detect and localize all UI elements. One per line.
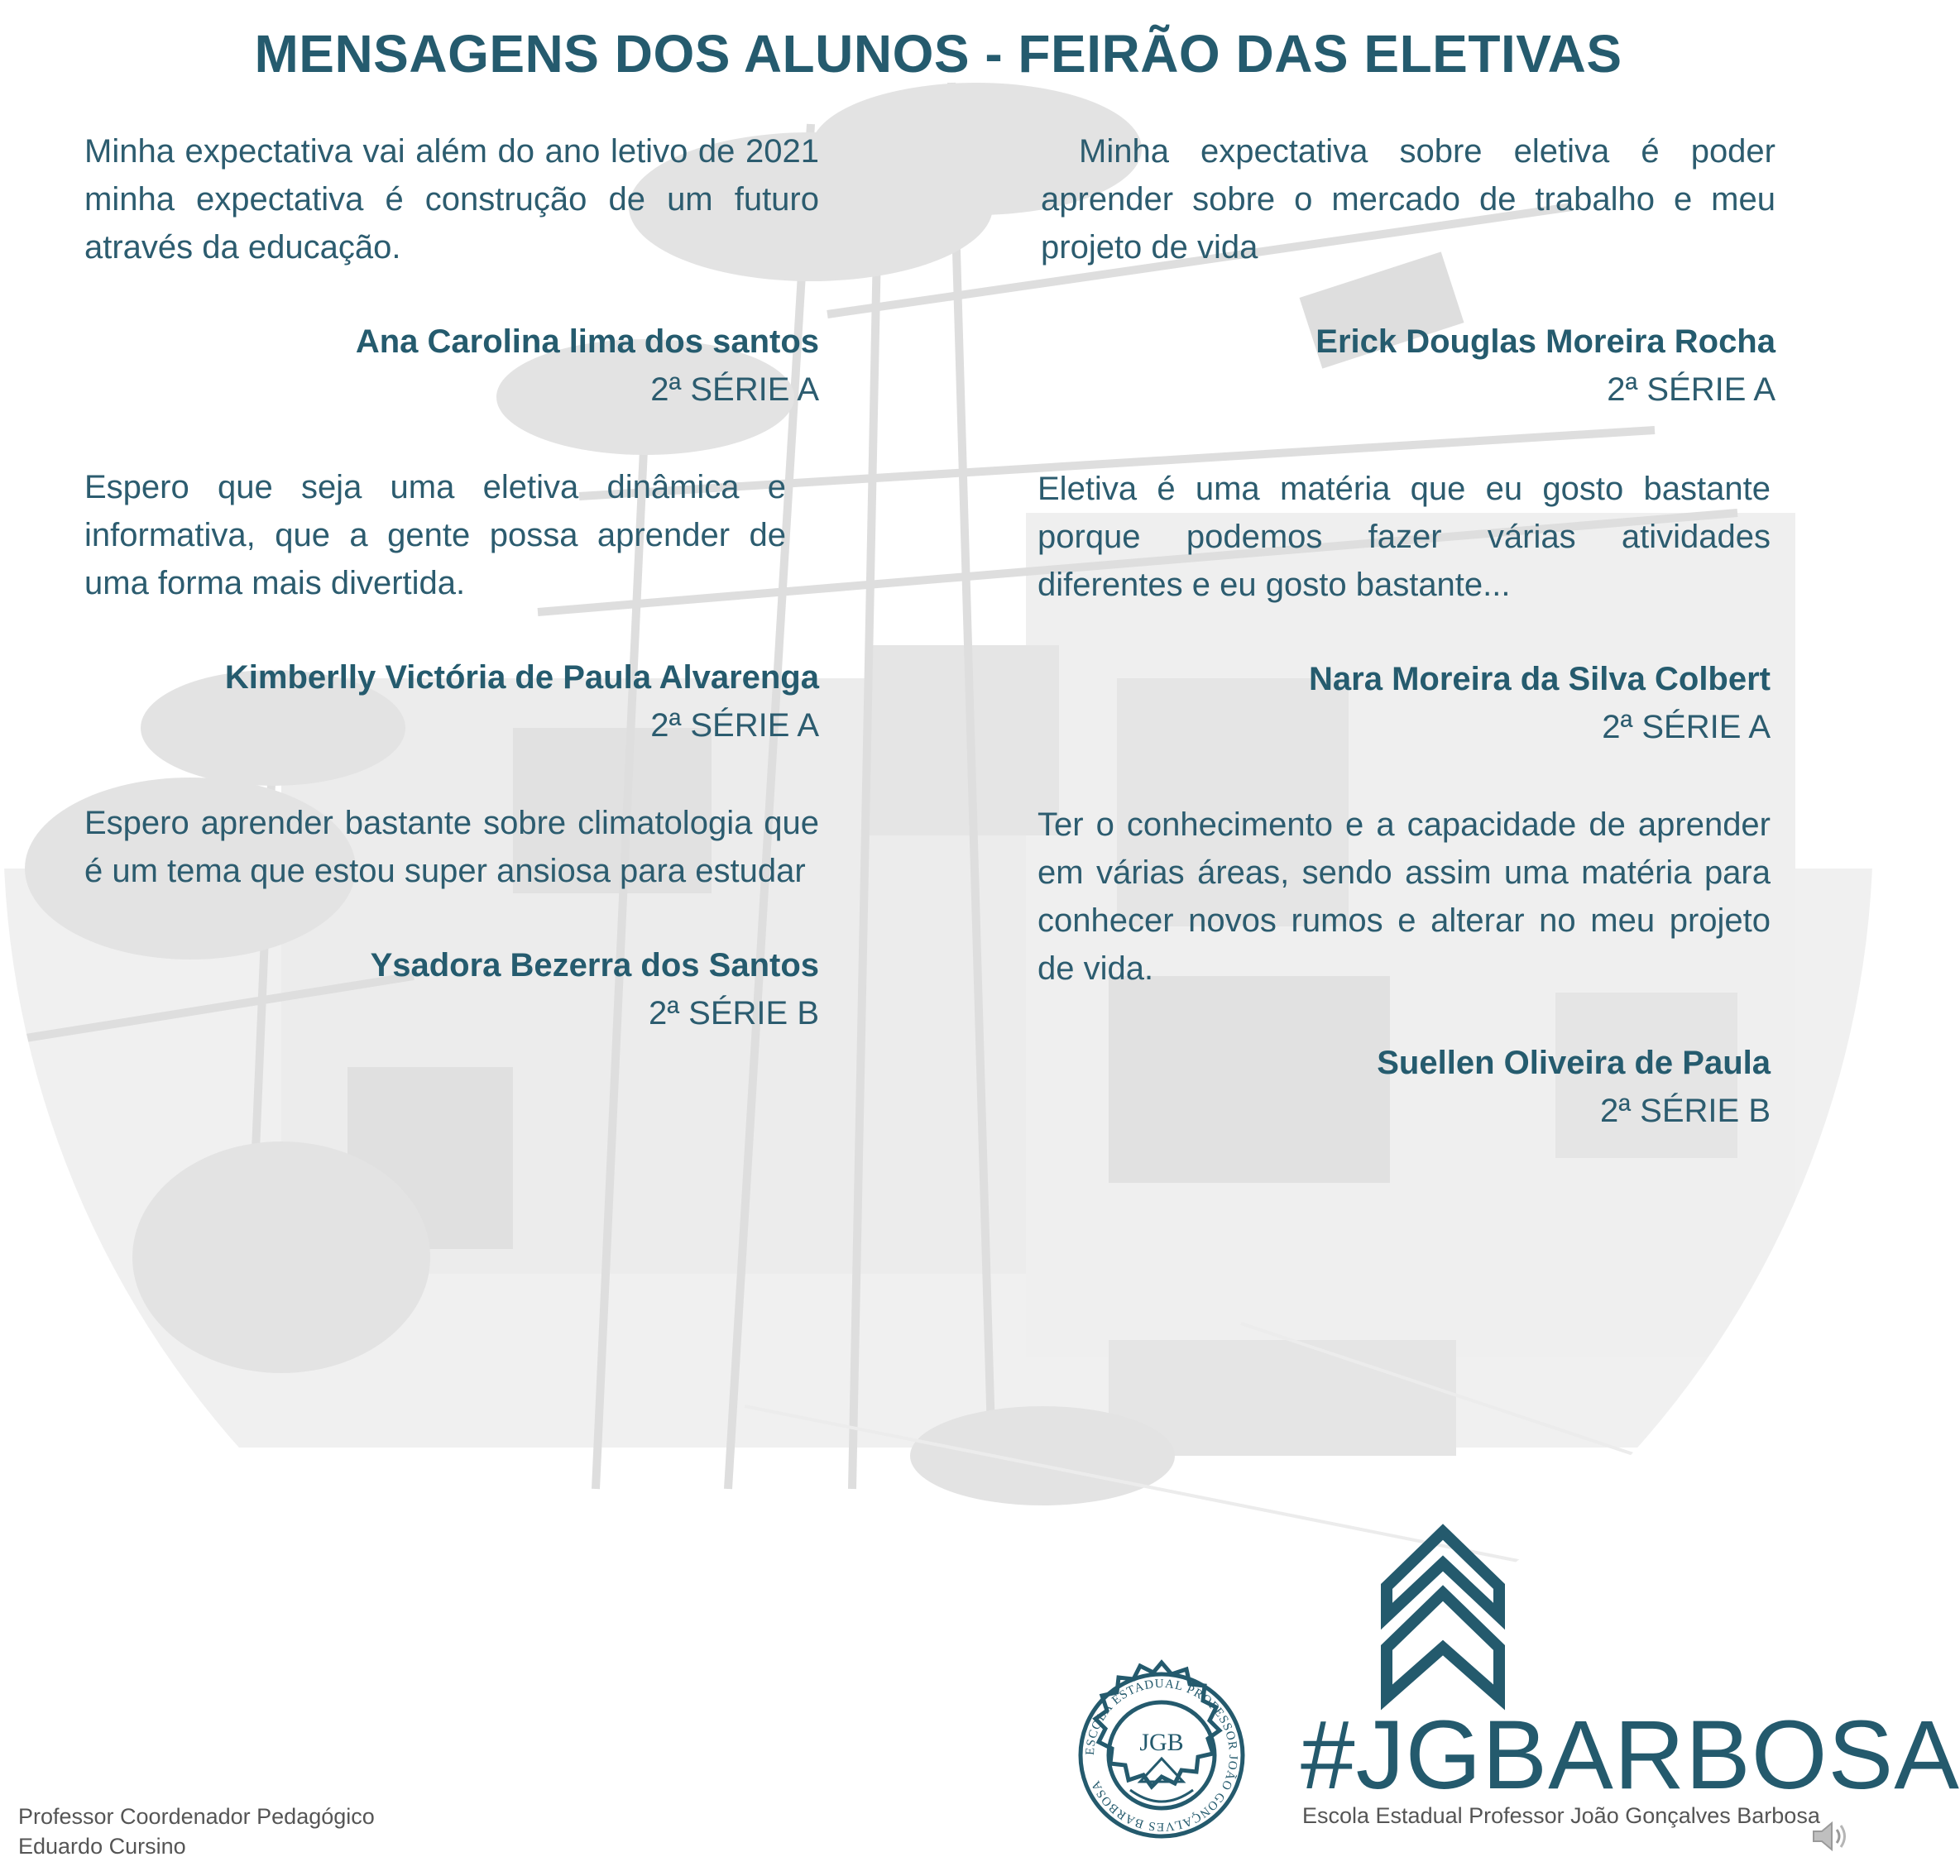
message-card: [84, 463, 819, 749]
school-seal-icon: [1064, 1658, 1259, 1853]
hashtag-logo: #JGBARBOSA: [1301, 1701, 1960, 1810]
message-class: 2ª SÉRIE A: [1602, 709, 1771, 745]
seal-monogram: JGB: [1139, 1729, 1184, 1756]
school-name: Escola Estadual Professor João Gonçalves Barbosa: [1302, 1803, 1820, 1828]
message-author: Nara Moreira da Silva Colbert: [1309, 661, 1771, 697]
message-text: Espero aprender bastante sobre climatologia que é um tema que estou super ansiosa para estudar: [84, 805, 819, 889]
message-class: 2ª SÉRIE A: [1607, 371, 1776, 408]
message-text: Minha expectativa vai além do ano letivo de 2021 minha expectativa é construção de um futuro através da educação.: [84, 133, 819, 266]
message-card: [84, 127, 819, 414]
message-text: Eletiva é uma matéria que eu gosto bastante porque podemos fazer várias atividades diferentes e eu gosto bastante...: [1038, 471, 1771, 603]
message-author: Suellen Oliveira de Paula: [1377, 1045, 1771, 1081]
message-card: [84, 799, 819, 1037]
coordinator-name: Eduardo Cursino: [18, 1834, 186, 1859]
message-class: 2ª SÉRIE B: [649, 995, 819, 1031]
coordinator-credit: [18, 1802, 375, 1861]
speaker-icon[interactable]: [1812, 1820, 1850, 1853]
message-card: [1038, 465, 1771, 751]
message-class: 2ª SÉRIE A: [650, 371, 819, 408]
page-title: MENSAGENS DOS ALUNOS - FEIRÃO DAS ELETIVAS: [254, 24, 1622, 84]
message-author: Ana Carolina lima dos santos: [355, 323, 819, 360]
message-text: Minha expectativa sobre eletiva é poder aprender sobre o mercado de trabalho e meu projeto de vida: [1041, 133, 1776, 266]
message-author: Ysadora Bezerra dos Santos: [370, 947, 819, 983]
chevrons-up-icon: [1380, 1524, 1506, 1704]
message-text: Ter o conhecimento e a capacidade de aprender em várias áreas, sendo assim uma matéria para conhecer novos rumos e alterar no meu projeto de vida.: [1038, 806, 1771, 987]
message-author: Erick Douglas Moreira Rocha: [1315, 323, 1776, 360]
message-card: [1041, 127, 1776, 414]
message-class: 2ª SÉRIE B: [1600, 1093, 1771, 1129]
coordinator-role: Professor Coordenador Pedagógico: [18, 1804, 375, 1829]
message-class: 2ª SÉRIE A: [650, 707, 819, 744]
seal-text: ESCOLA ESTADUAL PROFESSOR JOÃO GONÇALVES BARBOSA: [1083, 1677, 1240, 1834]
message-author: Kimberlly Victória de Paula Alvarenga: [224, 659, 819, 696]
message-card: [1038, 801, 1771, 1135]
message-text: Espero que seja uma eletiva dinâmica e informativa, que a gente possa aprender de uma forma mais divertida.: [84, 469, 786, 601]
